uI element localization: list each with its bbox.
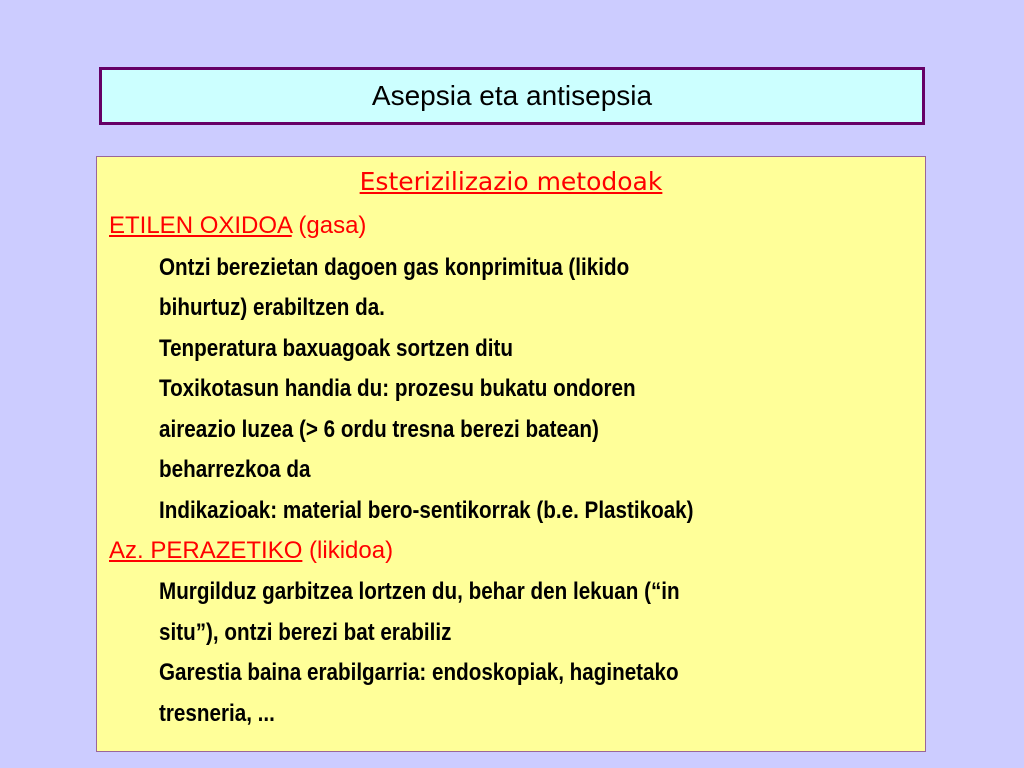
heading-etilen-oxidoa-qualifier: (gasa) <box>298 212 367 239</box>
perazetiko-line-3: Garestia baina erabilgarria: endoskopiak, haginetako <box>159 659 679 686</box>
perazetiko-line-4: tresneria, ... <box>159 700 275 727</box>
title-box <box>99 67 925 125</box>
heading-az-perazetiko <box>109 537 393 565</box>
etilen-line-5: aireazio luzea (> 6 ordu tresna berezi batean) <box>159 416 599 443</box>
heading-az-perazetiko-qualifier: (likidoa) <box>309 537 394 564</box>
etilen-line-6: beharrezkoa da <box>159 456 311 483</box>
perazetiko-line-1: Murgilduz garbitzea lortzen du, behar den lekuan (“in <box>159 578 680 605</box>
heading-etilen-oxidoa-name: ETILEN OXIDOA <box>109 212 292 239</box>
etilen-line-4: Toxikotasun handia du: prozesu bukatu ondoren <box>159 375 636 402</box>
etilen-line-3: Tenperatura baxuagoak sortzen ditu <box>159 335 514 362</box>
section-subtitle: Esterizilizazio metodoak <box>359 167 663 196</box>
heading-etilen-oxidoa <box>109 212 366 240</box>
etilen-line-1: Ontzi berezietan dagoen gas konprimitua (likido <box>159 254 630 281</box>
perazetiko-line-2: situ”), ontzi berezi bat erabiliz <box>159 619 452 646</box>
slide-title: Asepsia eta antisepsia <box>371 80 653 111</box>
etilen-line-7: Indikazioak: material bero-sentikorrak (b.e. Plastikoak) <box>159 497 694 524</box>
etilen-line-2: bihurtuz) erabiltzen da. <box>159 294 385 321</box>
content-box <box>96 156 926 752</box>
heading-az-perazetiko-name: Az. PERAZETIKO <box>109 537 303 564</box>
